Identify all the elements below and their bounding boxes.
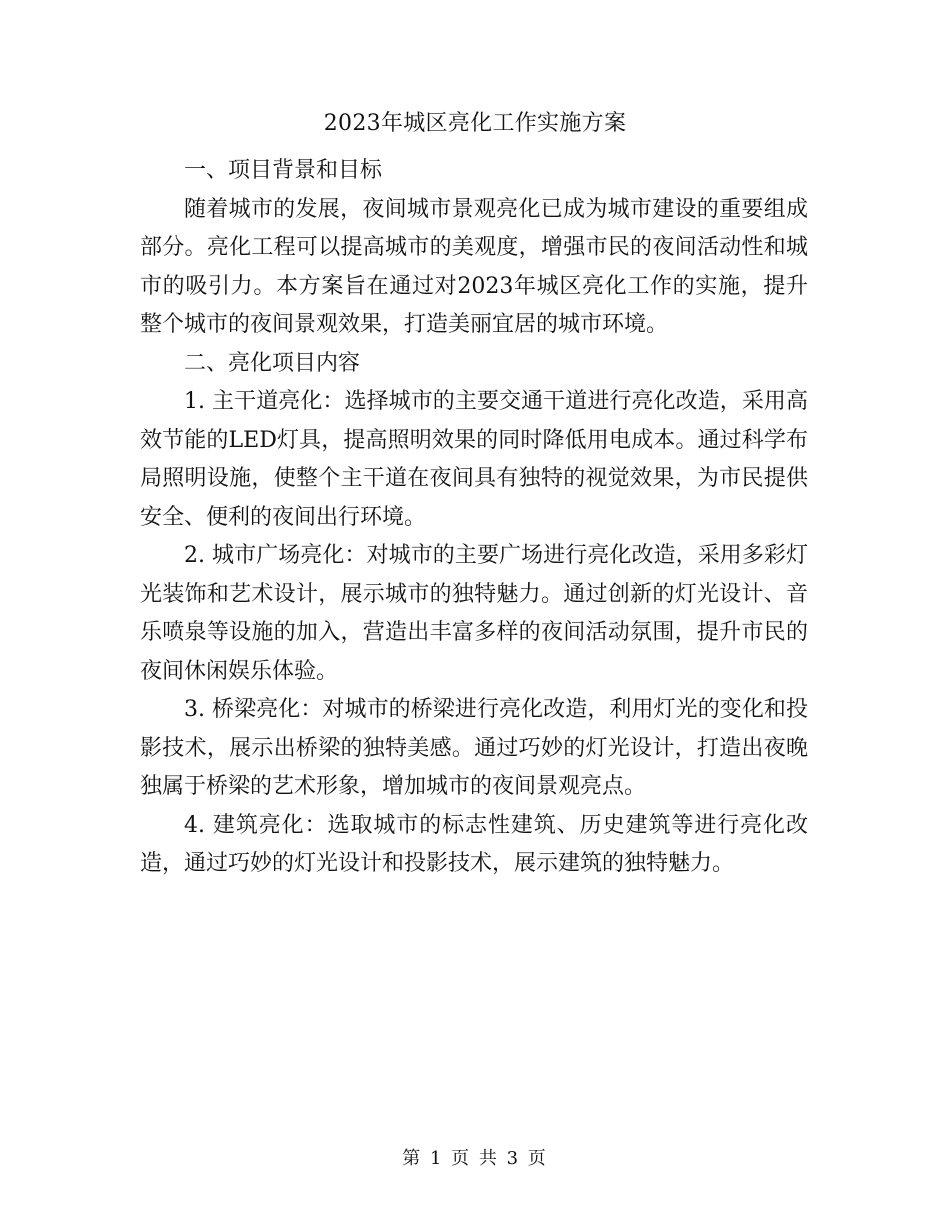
paragraph-background: 随着城市的发展，夜间城市景观亮化已成为城市建设的重要组成部分。亮化工程可以提高城市的美观度，增强市民的夜间活动性和城市的吸引力。本方案旨在通过对2023年城区亮化工作的实施，提升整个城市的夜间景观效果，打造美丽宜居的城市环境。 bbox=[140, 196, 808, 337]
section-heading-background: 一、项目背景和目标 bbox=[184, 158, 383, 183]
document-title: 2023年城区亮化工作实施方案 bbox=[323, 111, 627, 136]
paragraph-city-square: 2. 城市广场亮化：对城市的主要广场进行亮化改造，采用多彩灯光装饰和艺术设计，展示城市的独特魅力。通过创新的灯光设计、音乐喷泉等设施的加入，营造出丰富多样的夜间活动氛围，提升市民的夜间休闲娱乐体验。 bbox=[140, 543, 808, 684]
paragraph-bridge: 3. 桥梁亮化：对城市的桥梁进行亮化改造，利用灯光的变化和投影技术，展示出桥梁的独特美感。通过巧妙的灯光设计，打造出夜晚独属于桥梁的艺术形象，增加城市的夜间景观亮点。 bbox=[140, 697, 808, 799]
paragraph-main-road: 1. 主干道亮化：选择城市的主要交通干道进行亮化改造，采用高效节能的LED灯具，提高照明效果的同时降低用电成本。通过科学布局照明设施，使整个主干道在夜间具有独特的视觉效果，为市民提供安全、便利的夜间出行环境。 bbox=[140, 389, 808, 530]
section-heading-content: 二、亮化项目内容 bbox=[184, 350, 361, 376]
page-number-footer: 第 1 页 共 3 页 bbox=[402, 1148, 548, 1169]
document-body bbox=[140, 152, 808, 884]
paragraph-building: 4. 建筑亮化：选取城市的标志性建筑、历史建筑等进行亮化改造，通过巧妙的灯光设计和投影技术，展示建筑的独特魅力。 bbox=[140, 812, 808, 876]
